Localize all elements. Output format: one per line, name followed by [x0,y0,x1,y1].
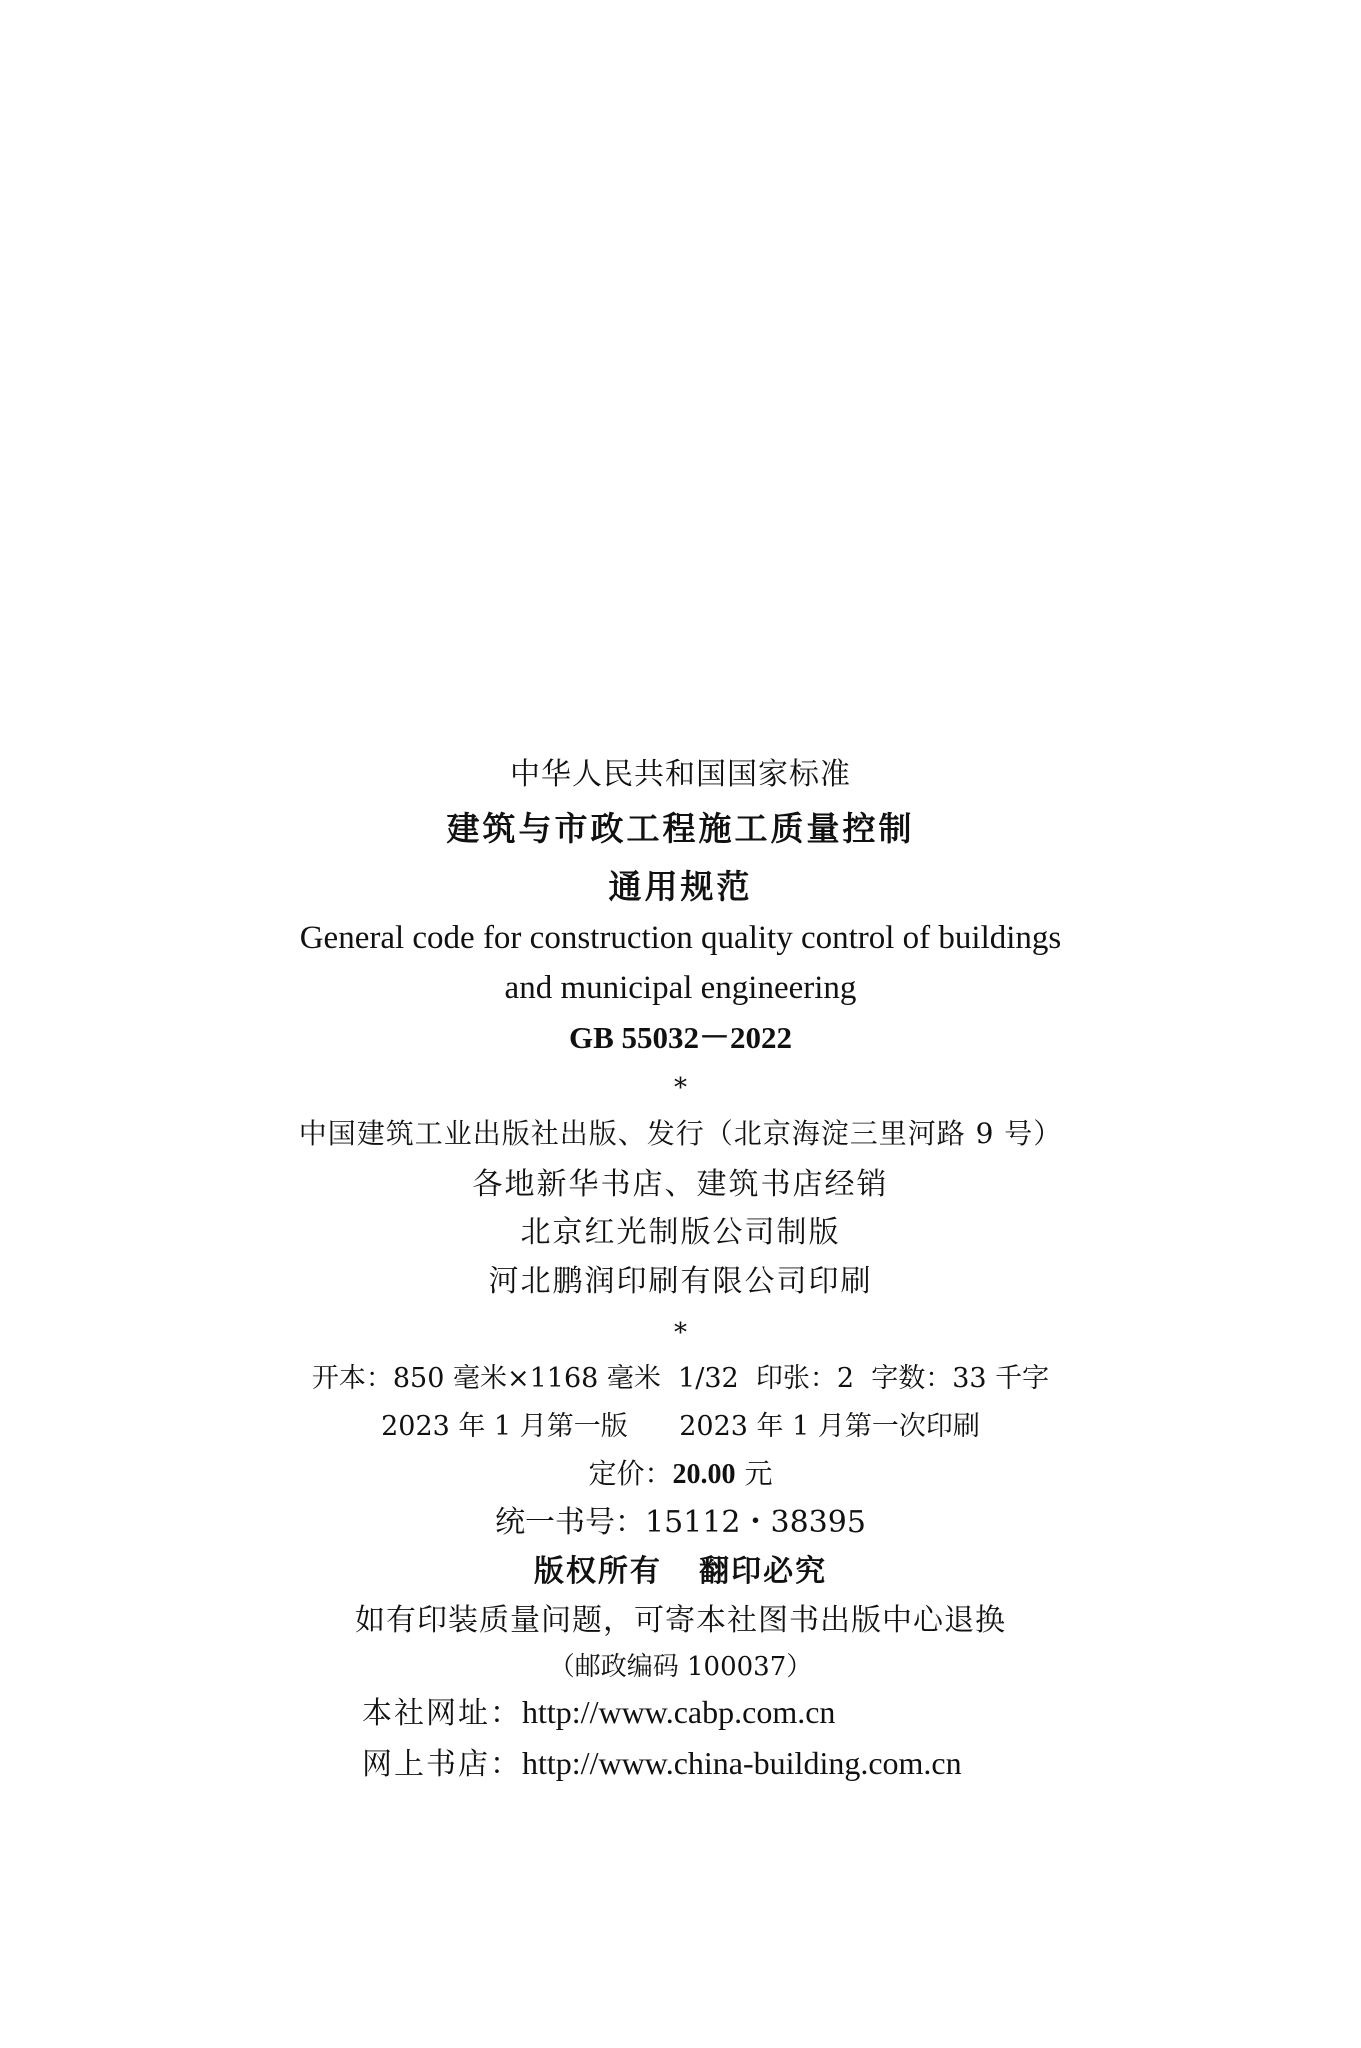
return-notice-line: 如有印装质量问题，可寄本社图书出版中心退换 [355,1603,1006,1638]
website-line [362,1696,835,1729]
bookstore-line [362,1747,962,1780]
edition-line: 2023 年 1 月第一版 2023 年 1 月第一次印刷 [381,1411,980,1442]
publisher-line: 中国建筑工业出版社出版、发行（北京海淀三里河路 9 号） [298,1117,1063,1150]
title-en-line1: General code for construction quality control of buildings [299,920,1062,956]
isbn-line: 统一书号：15112・38395 [495,1505,866,1540]
separator-star-1: * [674,1073,687,1103]
price-label: 定价： [588,1457,673,1490]
price-unit: 元 [735,1457,773,1490]
standard-code: GB 55032－2022 [568,1020,793,1055]
format-line: 开本：850 毫米×1168 毫米 1/32 印张：2 字数：33 千字 [311,1363,1050,1394]
title-cn-line2: 通用规范 [608,867,753,906]
distributor-line: 各地新华书店、建筑书店经销 [472,1167,889,1202]
website-label: 本社网址： [362,1696,522,1731]
printer-line: 河北鹏润印刷有限公司印刷 [488,1264,873,1299]
price-value: 20.00 [672,1459,736,1490]
postcode-line: （邮政编码 100037） [548,1652,813,1682]
title-cn-line1: 建筑与市政工程施工质量控制 [446,809,915,848]
rights-line: 版权所有 翻印必究 [533,1554,828,1589]
title-en-line2: and municipal engineering [504,970,857,1006]
separator-star-2: * [674,1318,687,1348]
plate-maker-line: 北京红光制版公司制版 [520,1215,841,1250]
price-line [0,1457,1361,1490]
bookstore-url-link[interactable]: http://www.china-building.com.cn [522,1745,962,1781]
website-url-link[interactable]: http://www.cabp.com.cn [522,1694,836,1730]
bookstore-label: 网上书店： [362,1747,522,1782]
standard-type: 中华人民共和国国家标准 [510,757,851,792]
